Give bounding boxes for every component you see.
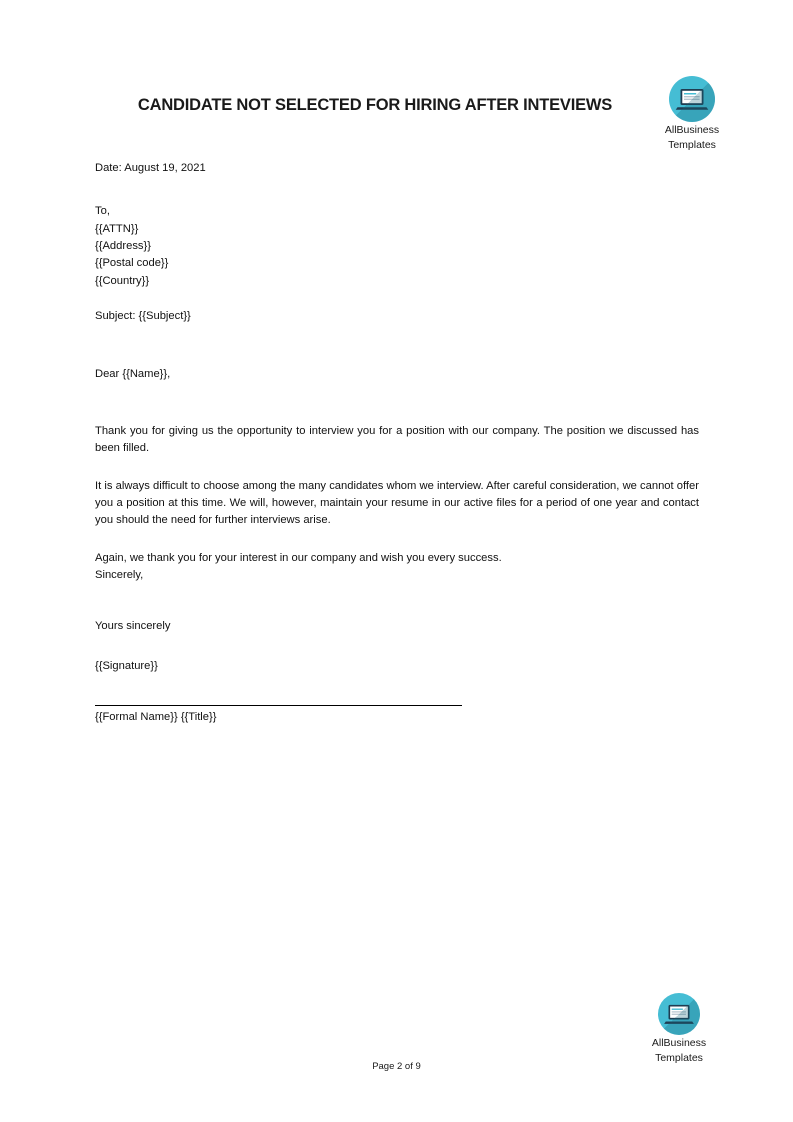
brand-name-line1: AllBusiness [651, 1037, 707, 1049]
spacer [95, 177, 699, 203]
brand-name-line1: AllBusiness [664, 124, 720, 136]
logo-shadow [658, 993, 700, 1035]
brand-logo-footer [635, 993, 723, 1065]
body-paragraph-2: It is always difficult to choose among the many candidates whom we interview. After careful consideration, we cannot offer you a position at this time. We will, however, maintain your resume in our active files for a period of one year and contact you should the need for further interviews arise. [95, 479, 699, 527]
closing-thanks: Again, we thank you for your interest in our company and wish you every success. [95, 551, 502, 564]
subject-line: Subject: {{Subject}} [95, 310, 191, 323]
greeting-line: Dear {{Name}}, [95, 367, 171, 380]
date-line: Date: August 19, 2021 [95, 162, 206, 174]
page-title: CANDIDATE NOT SELECTED FOR HIRING AFTER INTEVIEWS [137, 96, 613, 114]
formal-name-title: {{Formal Name}} {{Title}} [95, 711, 217, 724]
yours-sincerely: Yours sincerely [95, 620, 171, 633]
page-number: Page 2 of 9 [372, 1061, 421, 1072]
recipient-attn: {{ATTN}} [95, 222, 139, 235]
signature-rule [95, 705, 462, 706]
signature-placeholder: {{Signature}} [95, 659, 158, 672]
spacer [95, 458, 699, 478]
spacer [95, 530, 699, 550]
closing-sincerely: Sincerely, [95, 569, 144, 582]
logo-shadow [669, 76, 715, 122]
brand-name-line2: Templates [655, 1051, 703, 1064]
body-paragraph-1: Thank you for giving us the opportunity to interview you for a position with our company. The position we discussed has been filled. [95, 424, 699, 455]
brand-logo-header [648, 76, 736, 152]
closing-block [95, 550, 699, 585]
recipient-country: {{Country}} [95, 274, 150, 287]
recipient-to: To, [95, 205, 110, 218]
laptop-icon [669, 76, 715, 122]
spacer [95, 326, 699, 366]
recipient-block [95, 203, 699, 290]
spacer [95, 584, 699, 618]
brand-name-line2: Templates [668, 138, 716, 151]
spacer [95, 636, 699, 658]
recipient-address: {{Address}} [95, 240, 151, 253]
spacer [95, 383, 699, 423]
laptop-icon [658, 993, 700, 1035]
spacer [95, 290, 699, 308]
letter-body [95, 160, 699, 726]
recipient-postal-code: {{Postal code}} [95, 257, 169, 270]
spacer [95, 675, 699, 705]
